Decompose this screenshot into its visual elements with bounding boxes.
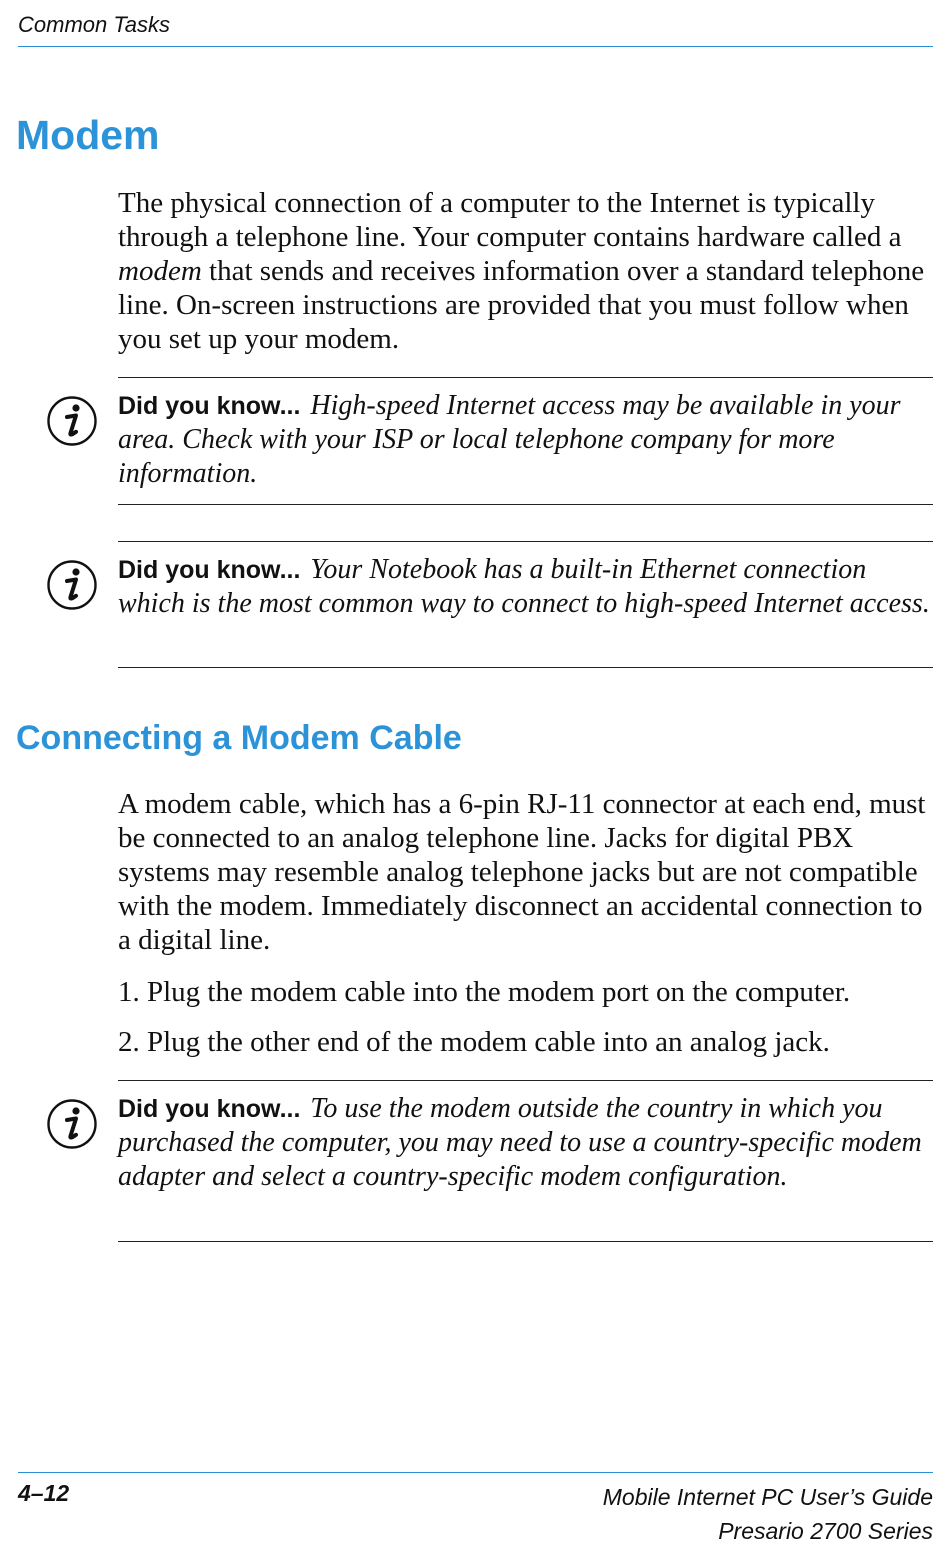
intro-text-1: The physical connection of a computer to the Internet is typically through a telephone line. Your computer contains hardware called a [118,187,902,253]
note-3-bottom-rule [118,1241,933,1242]
intro-term-modem: modem [118,255,202,287]
subsection-title: Connecting a Modem Cable [16,719,462,757]
note-2-message: Your Notebook has a built-in Ethernet connection which is the most common way to connect to high-speed Internet access. [118,554,930,619]
note-1-top-rule [118,377,933,378]
note-2-text [118,553,933,621]
info-icon [46,1098,98,1150]
note-3-lead: Did you know... [118,1095,301,1123]
page-number: 4–12 [18,1480,70,1506]
note-3-top-rule [118,1080,933,1081]
running-header: Common Tasks [18,12,171,37]
note-1-bottom-rule [118,504,933,505]
info-icon [46,559,98,611]
note-2-top-rule [118,541,933,542]
intro-text-2: that sends and receives information over a standard telephone line. On-screen instructions are provided that you must follow when you set up your modem. [118,255,925,355]
note-2-lead: Did you know... [118,556,301,584]
footer-rule [18,1472,933,1473]
intro-paragraph [118,186,933,356]
guide-title: Mobile Internet PC User’s Guide [602,1484,933,1510]
step-2: 2. Plug the other end of the modem cable into an analog jack. [118,1026,830,1058]
info-icon [46,395,98,447]
footer-titles [603,1480,933,1548]
section-title: Modem [16,112,160,158]
subsection-paragraph: A modem cable, which has a 6-pin RJ-11 connector at each end, must be connected to an analog telephone line. Jacks for digital PBX systems may resemble analog telephone jacks but are not compatible with the modem. Immediately disconnect an accidental connection to a digital line. [118,788,926,956]
series-name: Presario 2700 Series [718,1518,933,1544]
note-1-text [118,389,933,491]
note-1-message: High-speed Internet access may be available in your area. Check with your ISP or local telephone company for more information. [118,390,901,489]
note-3-message: To use the modem outside the country in which you purchased the computer, you may need to use a country-specific modem adapter and select a country-specific modem configuration. [118,1093,922,1192]
step-1: 1. Plug the modem cable into the modem port on the computer. [118,976,851,1008]
note-2-bottom-rule [118,667,933,668]
header-rule [18,46,933,47]
note-1-lead: Did you know... [118,392,301,420]
note-3-text [118,1092,933,1194]
